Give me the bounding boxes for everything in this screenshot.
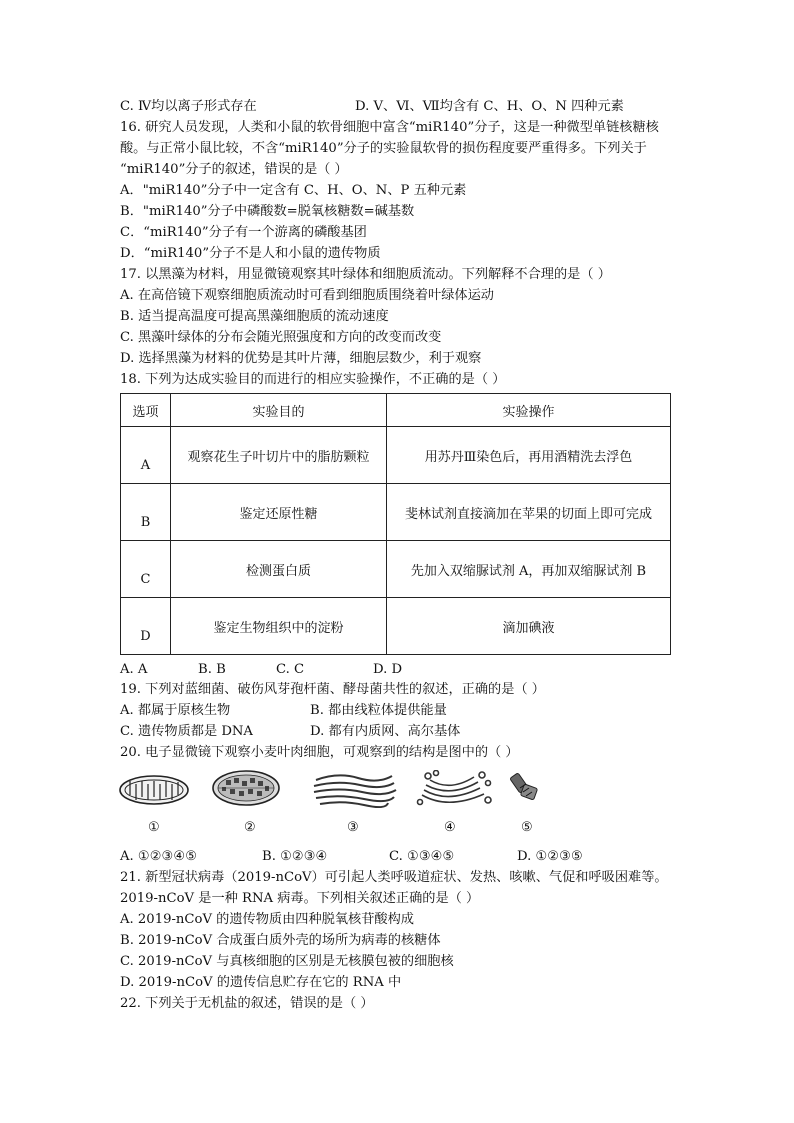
figure-label-4: ④ [444, 820, 456, 835]
table-row [121, 484, 671, 541]
q16-option-c: C．“miR140”分子有一个游离的磷酸基团 [120, 225, 367, 240]
q18-answer-d: D. D [373, 662, 403, 677]
q21-option-a: A. 2019-nCoV 的遗传物质由四种脱氧核苷酸构成 [120, 912, 414, 927]
golgi-apparatus-icon [418, 771, 492, 805]
header-operation: 实验操作 [387, 394, 671, 427]
figure-label-2: ② [244, 820, 256, 835]
row-aim: 鉴定还原性糖 [171, 484, 387, 541]
q16-option-d: D．“miR140”分子不是人和小鼠的遗传物质 [120, 246, 381, 261]
q17-option-b: B. 适当提高温度可提高黑藻细胞质的流动速度 [120, 309, 389, 324]
row-aim: 鉴定生物组织中的淀粉 [171, 598, 387, 655]
organelle-figure [118, 770, 558, 818]
table-row [121, 598, 671, 655]
row-option: A [121, 427, 171, 484]
row-operation: 先加入双缩脲试剂 A，再加双缩脲试剂 B [387, 541, 671, 598]
q16-stem-line1: 16. 研究人员发现，人类和小鼠的软骨细胞中富含“miR140”分子，这是一种微型单链核糖核 [120, 120, 659, 135]
q19-option-a: A. 都属于原核生物 [120, 703, 231, 718]
q21-option-c: C. 2019-nCoV 与真核细胞的区别是无核膜包被的细胞核 [120, 954, 454, 969]
q18-answer-c: C. C [276, 662, 305, 677]
centriole-icon [510, 773, 538, 800]
row-aim: 观察花生子叶切片中的脂肪颗粒 [171, 427, 387, 484]
q20-answer-c: C. ①③④⑤ [389, 849, 455, 864]
q19-option-d: D. 都有内质网、高尔基体 [310, 724, 461, 739]
q17-option-a: A. 在高倍镜下观察细胞质流动时可看到细胞质围绕着叶绿体运动 [120, 288, 494, 303]
table-row [121, 427, 671, 484]
endoplasmic-reticulum-icon [314, 775, 396, 807]
table-header-row [121, 394, 671, 427]
q21-stem-line1: 21. 新型冠状病毒（2019-nCoV）可引起人类呼吸道症状、发热、咳嗽、气促和呼吸困难等。 [120, 870, 668, 885]
q19-option-b: B. 都由线粒体提供能量 [310, 703, 447, 718]
row-option: C [121, 541, 171, 598]
q20-answer-d: D. ①②③⑤ [517, 849, 583, 864]
q22-stem: 22. 下列关于无机盐的叙述，错误的是（ ） [120, 996, 374, 1011]
table-row [121, 541, 671, 598]
q16-option-a: A．"miR140”分子中一定含有 C、H、O、N、P 五种元素 [120, 183, 467, 198]
q17-stem: 17. 以黑藻为材料，用显微镜观察其叶绿体和细胞质流动。下列解释不合理的是（ ） [120, 267, 611, 282]
q20-answer-b: B. ①②③④ [262, 849, 328, 864]
q15-option-c: C. Ⅳ均以离子形式存在 [120, 99, 257, 114]
q16-option-b: B．"miR140”分子中磷酸数=脱氧核糖数=碱基数 [120, 204, 415, 219]
chloroplast-icon [213, 771, 279, 805]
q18-answer-a: A. A [120, 662, 148, 677]
q20-stem: 20. 电子显微镜下观察小麦叶肉细胞，可观察到的结构是图中的（ ） [120, 745, 519, 760]
q15-option-d: D. Ⅴ、Ⅵ、Ⅶ均含有 C、H、O、N 四种元素 [355, 99, 624, 114]
q17-option-c: C. 黑藻叶绿体的分布会随光照强度和方向的改变而改变 [120, 330, 442, 345]
q21-option-b: B. 2019-nCoV 合成蛋白质外壳的场所为病毒的核糖体 [120, 933, 441, 948]
experiment-table [120, 393, 671, 655]
row-aim: 检测蛋白质 [171, 541, 387, 598]
figure-label-1: ① [148, 820, 160, 835]
row-option: B [121, 484, 171, 541]
q16-stem-line2: 酸。与正常小鼠比较，不含“miR140”分子的实验鼠软骨的损伤程度要严重得多。下列关于 [120, 141, 647, 156]
row-operation: 斐林试剂直接滴加在苹果的切面上即可完成 [387, 484, 671, 541]
q18-stem: 18. 下列为达成实验目的而进行的相应实验操作，不正确的是（ ） [120, 372, 506, 387]
q17-option-d: D. 选择黑藻为材料的优势是其叶片薄，细胞层数少，利于观察 [120, 351, 482, 366]
mitochondrion-icon [120, 776, 188, 804]
header-aim: 实验目的 [171, 394, 387, 427]
q21-stem-line2: 2019-nCoV 是一种 RNA 病毒。下列相关叙述正确的是（ ） [120, 891, 480, 906]
q19-option-c: C. 遗传物质都是 DNA [120, 724, 253, 739]
row-operation: 用苏丹Ⅲ染色后，再用酒精洗去浮色 [387, 427, 671, 484]
q18-answer-b: B. B [198, 662, 226, 677]
row-option: D [121, 598, 171, 655]
q19-stem: 19. 下列对蓝细菌、破伤风芽孢杆菌、酵母菌共性的叙述，正确的是（ ） [120, 682, 545, 697]
row-operation: 滴加碘液 [387, 598, 671, 655]
figure-label-3: ③ [347, 820, 359, 835]
figure-label-5: ⑤ [521, 820, 533, 835]
header-option: 选项 [121, 394, 171, 427]
q16-stem-line3: “miR140”分子的叙述，错误的是（ ） [120, 162, 348, 177]
q21-option-d: D. 2019-nCoV 的遗传信息贮存在它的 RNA 中 [120, 975, 402, 990]
q20-answer-a: A. ①②③④⑤ [120, 849, 198, 864]
